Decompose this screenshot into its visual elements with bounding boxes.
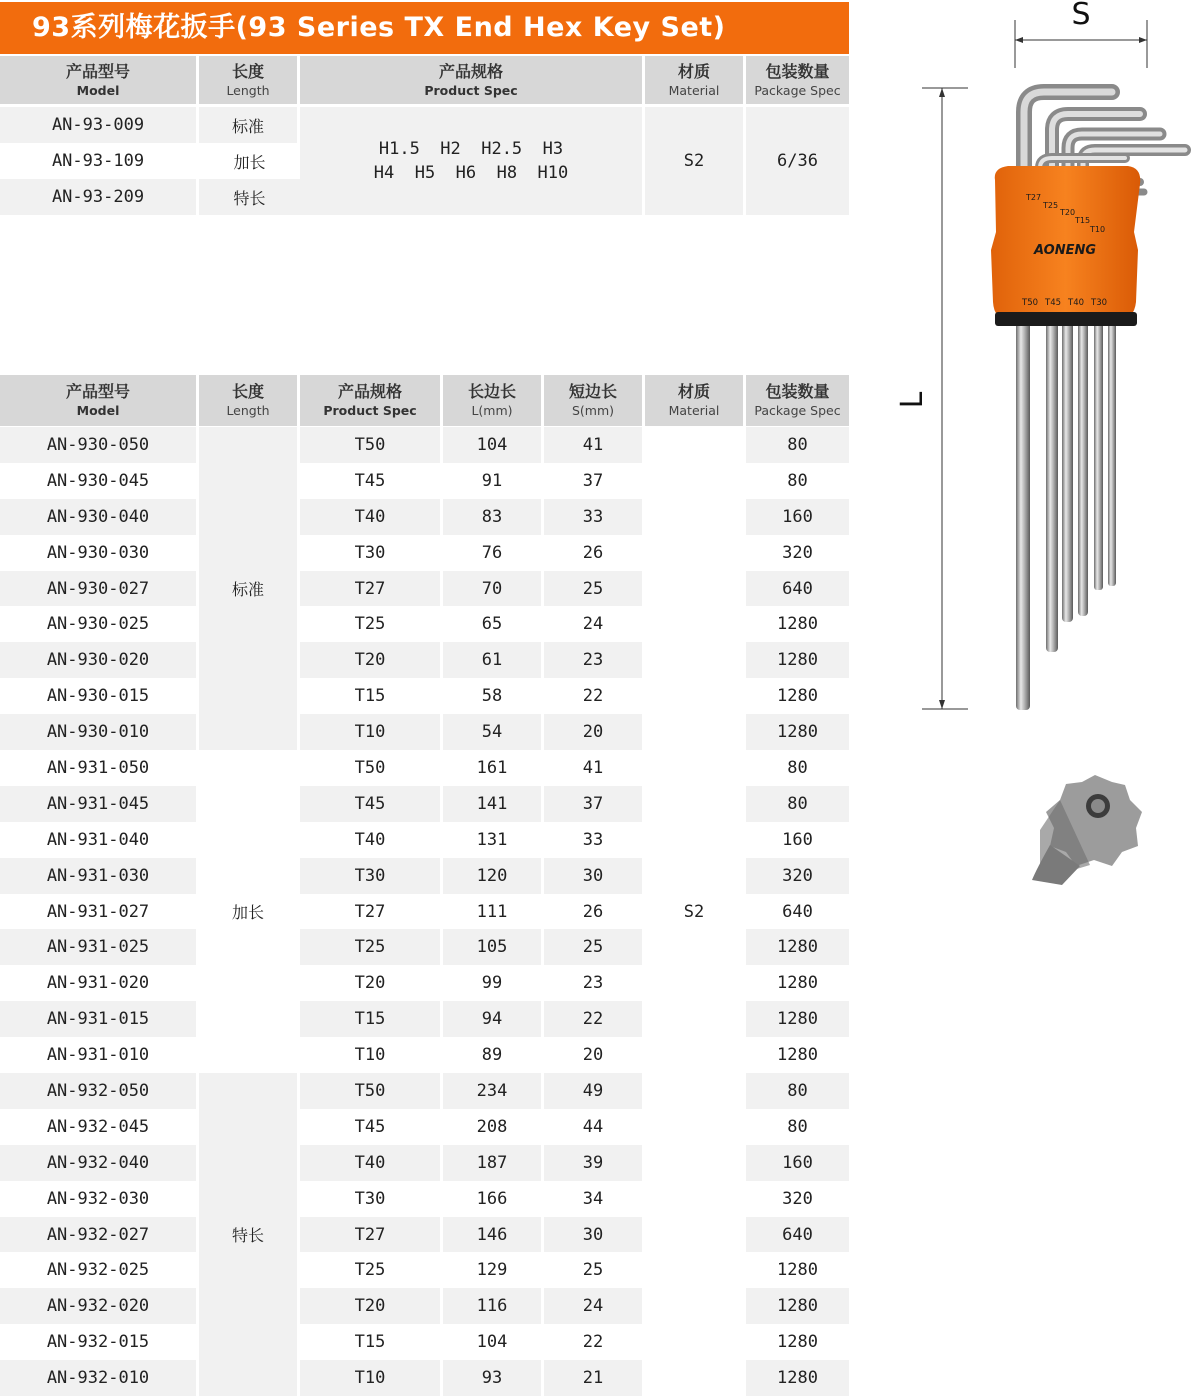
model-cell: AN-931-040 <box>0 822 199 858</box>
model-cell: AN-932-045 <box>0 1109 199 1145</box>
spec-cell: T25 <box>300 929 443 965</box>
model-cell: AN-932-030 <box>0 1181 199 1217</box>
package-cell: 1280 <box>746 1001 849 1037</box>
short-side-cell: 49 <box>544 1073 645 1109</box>
package-cell: 1280 <box>746 1288 849 1324</box>
long-side-cell: 116 <box>443 1288 544 1324</box>
spec-cell: T15 <box>300 678 443 714</box>
package-cell: 80 <box>746 786 849 822</box>
model-cell: AN-930-010 <box>0 714 199 750</box>
header-spec: 产品规格 Product Spec <box>300 56 645 107</box>
header-package: 包装数量 Package Spec <box>746 375 849 427</box>
header-material: 材质 Material <box>645 56 746 107</box>
long-side-cell: 65 <box>443 606 544 642</box>
model-cell: AN-930-045 <box>0 463 199 499</box>
short-side-cell: 33 <box>544 822 645 858</box>
short-side-cell: 25 <box>544 571 645 607</box>
long-side-cell: 161 <box>443 750 544 786</box>
short-side-cell: 37 <box>544 786 645 822</box>
package-cell: 80 <box>746 1109 849 1145</box>
dimension-s-label: S <box>1071 0 1091 32</box>
long-side-cell: 91 <box>443 463 544 499</box>
model-cell: AN-93-209 <box>0 179 199 215</box>
short-side-cell: 25 <box>544 929 645 965</box>
short-side-cell: 37 <box>544 463 645 499</box>
long-side-cell: 131 <box>443 822 544 858</box>
spec-cell: T15 <box>300 1001 443 1037</box>
holder-brand-logo: AONENG <box>1033 243 1097 258</box>
short-side-cell: 23 <box>544 642 645 678</box>
holder-size-label: T10 <box>1090 225 1106 234</box>
header-length: 长度 Length <box>199 56 300 107</box>
short-side-cell: 21 <box>544 1360 645 1396</box>
spec-cell: T30 <box>300 858 443 894</box>
spec-cell: T40 <box>300 499 443 535</box>
model-cell: AN-93-009 <box>0 107 199 143</box>
package-cell: 1280 <box>746 1037 849 1073</box>
package-cell: 640 <box>746 571 849 607</box>
short-side-cell: 44 <box>544 1109 645 1145</box>
spec-cell: T50 <box>300 750 443 786</box>
short-side-cell: 30 <box>544 1217 645 1253</box>
holder-size-label: T50 <box>1022 298 1039 308</box>
short-side-cell: 41 <box>544 427 645 463</box>
model-cell: AN-930-025 <box>0 606 199 642</box>
long-side-cell: 104 <box>443 1324 544 1360</box>
package-cell: 1280 <box>746 642 849 678</box>
spec-cell: T50 <box>300 1073 443 1109</box>
long-side-cell: 58 <box>443 678 544 714</box>
spec-cell: T25 <box>300 1252 443 1288</box>
spec-line: H1.5 H2 H2.5 H3 <box>378 139 564 159</box>
long-side-cell: 111 <box>443 894 544 930</box>
header-spec: 产品规格 Product Spec <box>300 375 443 427</box>
spec-line: H4 H5 H6 H8 H10 <box>373 163 569 183</box>
long-side-cell: 187 <box>443 1145 544 1181</box>
spec-cell <box>300 107 645 215</box>
holder-size-label: T45 <box>1045 298 1062 308</box>
header-long-side: 长边长 L(mm) <box>443 375 544 427</box>
length-cell: 加长 <box>199 143 300 179</box>
spec-cell: T50 <box>300 427 443 463</box>
spec-cell: T10 <box>300 1037 443 1073</box>
package-cell: 6/36 <box>746 107 849 215</box>
long-side-cell: 104 <box>443 427 544 463</box>
page-title: 93系列梅花扳手(93 Series TX End Hex Key Set) <box>0 2 849 54</box>
spec-cell: T20 <box>300 965 443 1001</box>
short-side-cell: 24 <box>544 606 645 642</box>
spec-cell: T40 <box>300 1145 443 1181</box>
key-holder <box>991 166 1140 326</box>
table-row <box>0 427 849 463</box>
model-cell: AN-931-010 <box>0 1037 199 1073</box>
spec-cell: T25 <box>300 606 443 642</box>
spec-cell: T27 <box>300 894 443 930</box>
short-side-cell: 22 <box>544 1001 645 1037</box>
spec-cell: T20 <box>300 642 443 678</box>
long-side-cell: 234 <box>443 1073 544 1109</box>
model-cell: AN-931-030 <box>0 858 199 894</box>
model-cell: AN-930-050 <box>0 427 199 463</box>
model-cell: AN-93-109 <box>0 143 199 179</box>
package-cell: 80 <box>746 750 849 786</box>
package-cell: 1280 <box>746 1252 849 1288</box>
short-side-cell: 25 <box>544 1252 645 1288</box>
model-cell: AN-932-027 <box>0 1217 199 1253</box>
long-side-cell: 208 <box>443 1109 544 1145</box>
material-cell: S2 <box>645 107 746 215</box>
spec-cell: T15 <box>300 1324 443 1360</box>
long-side-cell: 54 <box>443 714 544 750</box>
spec-cell: T30 <box>300 1181 443 1217</box>
short-side-cell: 23 <box>544 965 645 1001</box>
model-cell: AN-931-045 <box>0 786 199 822</box>
length-cell: 特长 <box>199 1073 300 1396</box>
spec-cell: T45 <box>300 463 443 499</box>
spec-cell: T20 <box>300 1288 443 1324</box>
long-side-cell: 93 <box>443 1360 544 1396</box>
header-material: 材质 Material <box>645 375 746 427</box>
short-side-cell: 22 <box>544 1324 645 1360</box>
holder-size-label: T27 <box>1026 193 1042 202</box>
package-cell: 1280 <box>746 965 849 1001</box>
package-cell: 320 <box>746 535 849 571</box>
long-side-cell: 105 <box>443 929 544 965</box>
holder-size-label: T15 <box>1075 216 1091 225</box>
table-header-row <box>0 375 849 427</box>
spec-cell: T40 <box>300 822 443 858</box>
length-cell: 加长 <box>199 750 300 1073</box>
model-cell: AN-932-050 <box>0 1073 199 1109</box>
package-cell: 160 <box>746 499 849 535</box>
model-cell: AN-930-027 <box>0 571 199 607</box>
length-cell: 标准 <box>199 107 300 143</box>
long-side-cell: 146 <box>443 1217 544 1253</box>
header-model: 产品型号 Model <box>0 56 199 107</box>
model-cell: AN-930-040 <box>0 499 199 535</box>
model-cell: AN-932-015 <box>0 1324 199 1360</box>
package-cell: 80 <box>746 1073 849 1109</box>
package-cell: 1280 <box>746 1324 849 1360</box>
package-cell: 1280 <box>746 606 849 642</box>
package-cell: 640 <box>746 894 849 930</box>
short-side-cell: 34 <box>544 1181 645 1217</box>
package-cell: 320 <box>746 858 849 894</box>
long-side-cell: 141 <box>443 786 544 822</box>
model-cell: AN-930-030 <box>0 535 199 571</box>
package-cell: 320 <box>746 1181 849 1217</box>
model-cell: AN-932-025 <box>0 1252 199 1288</box>
header-package: 包装数量 Package Spec <box>746 56 849 107</box>
holder-size-label: T40 <box>1068 298 1085 308</box>
model-cell: AN-930-015 <box>0 678 199 714</box>
detail-spec-table <box>0 375 849 1396</box>
short-side-cell: 26 <box>544 894 645 930</box>
long-side-cell: 120 <box>443 858 544 894</box>
long-side-cell: 83 <box>443 499 544 535</box>
header-length: 长度 Length <box>199 375 300 427</box>
package-cell: 1280 <box>746 1360 849 1396</box>
short-side-cell: 30 <box>544 858 645 894</box>
package-cell: 80 <box>746 463 849 499</box>
spec-cell: T30 <box>300 535 443 571</box>
header-model: 产品型号 Model <box>0 375 199 427</box>
model-cell: AN-930-020 <box>0 642 199 678</box>
torx-tip-closeup <box>1032 775 1142 885</box>
model-cell: AN-932-020 <box>0 1288 199 1324</box>
model-cell: AN-932-010 <box>0 1360 199 1396</box>
short-side-cell: 33 <box>544 499 645 535</box>
table-row <box>0 107 849 143</box>
length-cell: 标准 <box>199 427 300 750</box>
set-spec-table <box>0 56 849 215</box>
model-cell: AN-931-050 <box>0 750 199 786</box>
long-side-cell: 76 <box>443 535 544 571</box>
holder-size-label: T30 <box>1091 298 1108 308</box>
length-cell: 特长 <box>199 179 300 215</box>
short-side-cell: 41 <box>544 750 645 786</box>
material-cell: S2 <box>645 427 746 1396</box>
long-side-cell: 166 <box>443 1181 544 1217</box>
short-side-cell: 26 <box>544 535 645 571</box>
spec-cell: T10 <box>300 1360 443 1396</box>
package-cell: 80 <box>746 427 849 463</box>
long-side-cell: 129 <box>443 1252 544 1288</box>
package-cell: 1280 <box>746 929 849 965</box>
product-figure <box>880 0 1200 900</box>
short-side-cell: 24 <box>544 1288 645 1324</box>
spec-cell: T27 <box>300 571 443 607</box>
holder-size-label: T25 <box>1043 201 1059 210</box>
spec-cell: T45 <box>300 786 443 822</box>
short-side-cell: 20 <box>544 1037 645 1073</box>
hex-key-shafts <box>1016 300 1116 710</box>
spec-cell: T27 <box>300 1217 443 1253</box>
model-cell: AN-931-027 <box>0 894 199 930</box>
model-cell: AN-932-040 <box>0 1145 199 1181</box>
short-side-cell: 22 <box>544 678 645 714</box>
table-header-row <box>0 56 849 107</box>
model-cell: AN-931-015 <box>0 1001 199 1037</box>
holder-size-label: T20 <box>1060 208 1076 217</box>
spec-cell: T45 <box>300 1109 443 1145</box>
package-cell: 160 <box>746 1145 849 1181</box>
package-cell: 160 <box>746 822 849 858</box>
package-cell: 1280 <box>746 714 849 750</box>
long-side-cell: 89 <box>443 1037 544 1073</box>
short-side-cell: 39 <box>544 1145 645 1181</box>
long-side-cell: 61 <box>443 642 544 678</box>
spec-cell: T10 <box>300 714 443 750</box>
package-cell: 1280 <box>746 678 849 714</box>
package-cell: 640 <box>746 1217 849 1253</box>
dimension-l-label: L <box>895 391 930 409</box>
long-side-cell: 94 <box>443 1001 544 1037</box>
long-side-cell: 99 <box>443 965 544 1001</box>
model-cell: AN-931-025 <box>0 929 199 965</box>
short-side-cell: 20 <box>544 714 645 750</box>
model-cell: AN-931-020 <box>0 965 199 1001</box>
long-side-cell: 70 <box>443 571 544 607</box>
header-short-side: 短边长 S(mm) <box>544 375 645 427</box>
